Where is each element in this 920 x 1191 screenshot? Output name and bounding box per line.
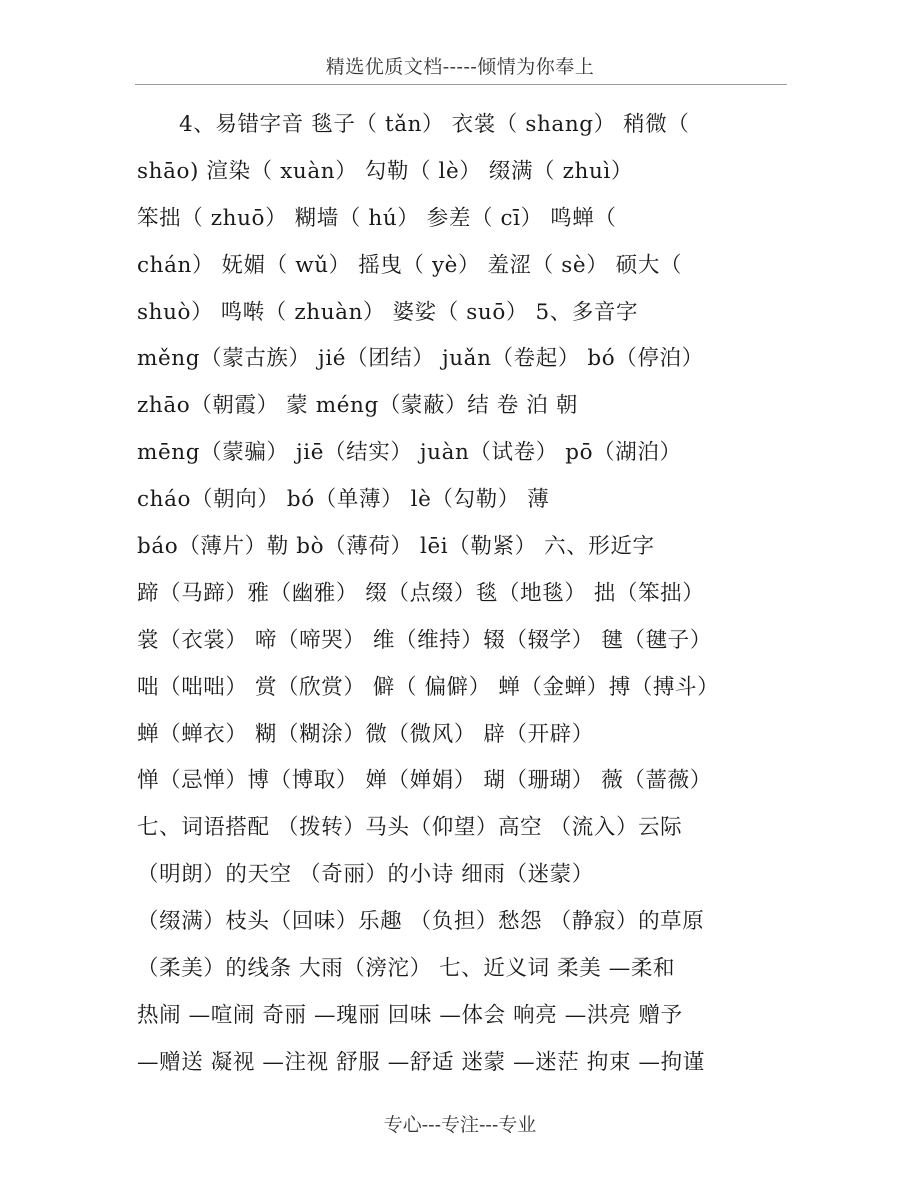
page-header: 精选优质文档-----倾情为你奉上	[325, 56, 595, 78]
text-line: báo（薄片）勒 bò（薄荷） lēi（勒紧） 六、形近字	[137, 534, 655, 560]
text-line: （柔美）的线条 大雨（滂沱） 七、近义词 柔美 —柔和	[137, 956, 676, 982]
text-line: zhāo（朝霞） 蒙 méng（蒙蔽）结 卷 泊 朝	[137, 393, 578, 419]
text-line: 笨拙（ zhuō） 糊墙（ hú） 参差（ cī） 鸣蝉（	[137, 205, 617, 231]
text-line: （明朗）的天空 （奇丽）的小诗 细雨（迷蒙）	[137, 862, 594, 888]
text-line: 七、词语搭配 （拨转）马头（仰望）高空 （流入）云际	[137, 815, 683, 841]
text-line: chán） 妩媚（ wǔ） 摇曳（ yè） 羞涩（ sè） 硕大（	[137, 252, 683, 278]
text-line: 蝉（蝉衣） 糊（糊涂）微（微风） 辟（开辟）	[137, 721, 594, 747]
text-line: 蹄（马蹄）雅（幽雅） 缀（点缀）毯（地毯） 拙（笨拙）	[137, 580, 705, 606]
text-line: 咄（咄咄） 赏（欣赏） 僻（ 偏僻） 蝉（金蝉）搏（搏斗）	[137, 674, 720, 700]
header-divider	[135, 84, 787, 85]
text-line: shāo) 渲染（ xuàn） 勾勒（ lè） 缀满（ zhuì）	[137, 158, 633, 184]
text-line: 惮（忌惮）博（博取） 婵（婵娟） 瑚（珊瑚） 薇（蔷薇）	[137, 768, 712, 794]
text-line: —赠送 凝视 —注视 舒服 —舒适 迷蒙 —迷茫 拘束 —拘谨	[137, 1049, 705, 1075]
text-line: shuò） 鸣啭（ zhuàn） 婆娑（ suō） 5、多音字	[137, 299, 639, 325]
text-line: 热闹 —喧闹 奇丽 —瑰丽 回味 —体会 响亮 —洪亮 赠予	[137, 1002, 683, 1028]
text-line: mēng（蒙骗） jiē（结实） juàn（试卷） pō（湖泊）	[137, 440, 682, 466]
text-line: měng（蒙古族） jié（团结） juǎn（卷起） bó（停泊）	[137, 346, 704, 372]
page-footer: 专心---专注---专业	[383, 1114, 537, 1136]
text-line: 裳（衣裳） 啼（啼哭） 维（维持）辍（辍学） 毽（毽子）	[137, 627, 712, 653]
text-line: 4、易错字音 毯子（ tǎn） 衣裳（ shang） 稍微（	[179, 112, 690, 137]
document-body	[137, 106, 797, 1091]
text-line: cháo（朝向） bó（单薄） lè（勾勒） 薄	[137, 487, 550, 513]
text-line: （缀满）枝头（回味）乐趣 （负担）愁怨 （静寂）的草原	[137, 909, 705, 935]
